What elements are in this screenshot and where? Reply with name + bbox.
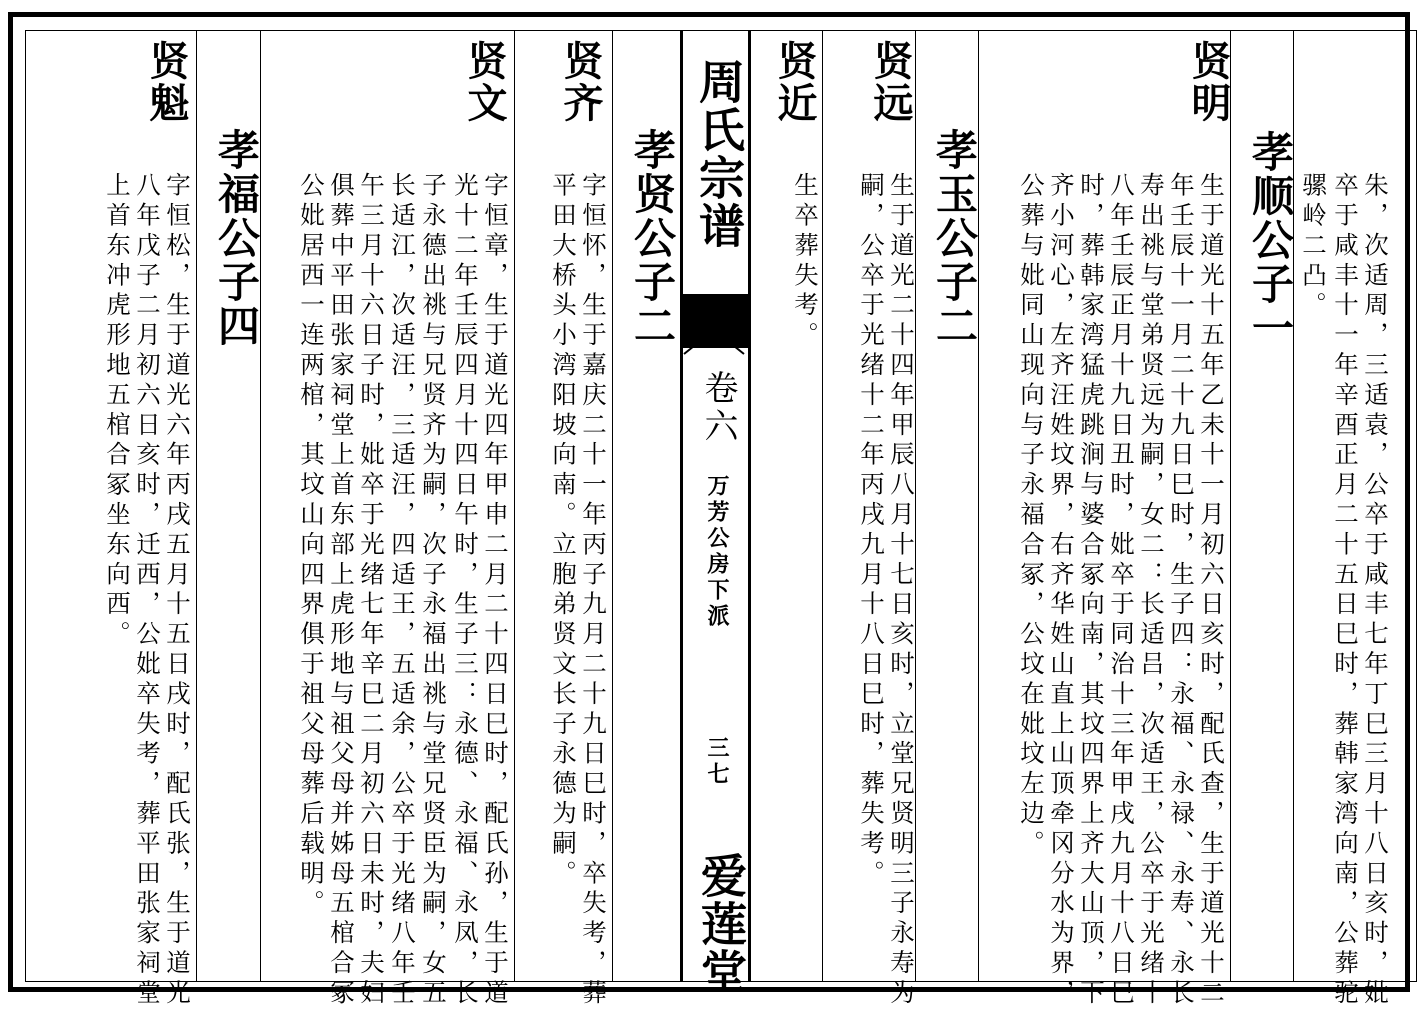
text-column: 平田大桥头小湾阳坡向南。立胞弟贤文长子永德为嗣。 <box>549 172 578 890</box>
column-rule <box>612 30 613 982</box>
text-column: 生于道光二十四年甲辰八月十七日亥时，立堂兄贤明三子永寿为 <box>887 172 916 1009</box>
genealogy-title: 周氏宗谱 <box>692 58 746 250</box>
text-column: 卒于咸丰十一年辛酉正月二十五日巳时，葬韩家湾向南，公葬驼 <box>1331 172 1360 1009</box>
fishtail-mark-icon <box>680 324 748 364</box>
volume-number: 卷六 <box>698 370 738 446</box>
generation-heading: 孝顺公子一 <box>1246 130 1295 350</box>
text-column: 八年戊子二月初六日亥时，迁西，公妣卒失考，葬平田张家祠堂 <box>133 172 162 1009</box>
text-column: 光十二年壬辰四月十四日午时，生子三：永德、永福、永凤，长 <box>451 172 480 1009</box>
column-rule <box>196 30 197 982</box>
branch-label: 万芳公房下派 <box>704 474 730 630</box>
generation-heading: 孝贤公子二 <box>628 128 677 348</box>
person-name: 贤文 <box>461 40 508 124</box>
column-rule <box>822 30 823 982</box>
text-column: 字恒章，生于道光四年甲申二月二十四日巳时，配氏孙，生于道 <box>481 172 510 1009</box>
text-column: 嗣，公卒于光绪十二年丙戌九月十八日巳时，葬失考。 <box>857 172 886 890</box>
text-column: 字恒松，生于道光六年丙戌五月十五日戌时，配氏张，生于道光 <box>163 172 192 1009</box>
text-column: 字恒怀，生于嘉庆二十一年丙子九月二十九日巳时，卒失考，葬 <box>579 172 608 1009</box>
hall-name: 爱莲堂 <box>694 852 748 996</box>
text-column: 骡岭二凸。 <box>1299 172 1328 322</box>
book-center-fold <box>680 30 748 996</box>
text-column: 生卒葬失考。 <box>791 172 820 352</box>
text-column: 公妣居西一连两棺，其坟山向四界俱于祖父母葬后载明。 <box>297 172 326 920</box>
column-rule <box>1230 30 1231 982</box>
text-column: 午三月十六日子时，妣卒于光绪七年辛巳二月初六日未时，夫妇 <box>357 172 386 1009</box>
text-column: 齐小河心，左齐汪姓坟界，右齐华姓山直上山顶牵冈分水为界， <box>1047 172 1076 1009</box>
generation-heading: 孝福公子四 <box>212 128 261 348</box>
generation-heading: 孝玉公子二 <box>930 128 979 348</box>
person-name: 贤远 <box>867 40 914 124</box>
person-name: 贤魁 <box>143 40 190 124</box>
text-column: 朱，次适周，三适袁，公卒于咸丰七年丁巳三月十八日亥时，妣 <box>1361 172 1390 1009</box>
person-name: 贤明 <box>1185 40 1232 124</box>
text-column: 时，葬韩家湾猛虎跳涧与婆合冢向南，其坟四界上齐大山顶，下 <box>1077 172 1106 1009</box>
text-column: 寿出祧与堂弟贤远为嗣，女二：长适吕，次适王，公卒于光绪十 <box>1137 172 1166 1009</box>
text-column: 上首东冲虎形地五棺合冢坐东向西。 <box>103 172 132 651</box>
page-number: 三七 <box>704 736 730 788</box>
person-name: 贤近 <box>771 40 818 124</box>
text-column: 子永德出祧与兄贤齐为嗣，次子永福出祧与堂兄贤臣为嗣，女五 <box>419 172 448 1009</box>
text-column: 生于道光十五年乙未十一月初六日亥时，配氏查，生于道光十二 <box>1197 172 1226 1009</box>
text-column: 公葬与妣同山现向与子永福合冢，公坟在妣坟左边。 <box>1017 172 1046 860</box>
text-column: 俱葬中平田张家祠堂上首东部上虎形地与祖父母并姊母五棺合冢 <box>327 172 356 1009</box>
column-rule <box>514 30 515 982</box>
text-column: 八年壬辰正月十九日丑时，妣卒于同治十三年甲戌九月十八日巳 <box>1107 172 1136 1009</box>
text-column: 长适江，次适汪，三适汪，四适王，五适余，公卒于光绪八年壬 <box>388 172 417 1009</box>
text-column: 年壬辰十一月二十九日巳时，生子四：永福、永禄、永寿、永长 <box>1167 172 1196 1009</box>
person-name: 贤齐 <box>557 40 604 124</box>
